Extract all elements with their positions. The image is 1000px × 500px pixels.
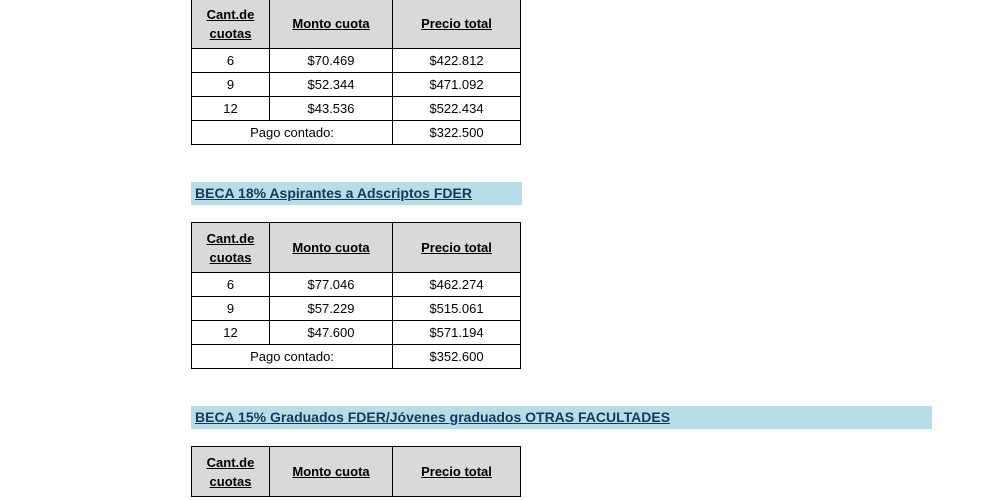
header-precio-total: Precio total xyxy=(393,223,521,273)
table-row xyxy=(192,321,521,345)
table-row xyxy=(192,97,521,121)
cell-monto: $47.600 xyxy=(270,321,393,345)
section-title-beca-15: BECA 15% Graduados FDER/Jóvenes graduados OTRAS FACULTADES xyxy=(191,406,932,429)
header-cant-cuotas: Cant.de cuotas xyxy=(192,0,270,49)
header-monto-cuota: Monto cuota xyxy=(270,223,393,273)
cell-monto: $52.344 xyxy=(270,73,393,97)
cell-cuotas: 6 xyxy=(192,273,270,297)
cell-cuotas: 9 xyxy=(192,297,270,321)
pricing-table-1 xyxy=(191,0,521,145)
cell-total: $522.434 xyxy=(393,97,521,121)
cell-monto: $43.536 xyxy=(270,97,393,121)
contado-label: Pago contado: xyxy=(192,345,393,369)
table-row xyxy=(192,49,521,73)
pricing-table-2 xyxy=(191,222,521,369)
header-cant-cuotas: Cant.de cuotas xyxy=(192,223,270,273)
contado-label: Pago contado: xyxy=(192,121,393,145)
cell-cuotas: 12 xyxy=(192,321,270,345)
cell-monto: $57.229 xyxy=(270,297,393,321)
table-row xyxy=(192,297,521,321)
contado-value: $352.600 xyxy=(393,345,521,369)
pricing-table-3 xyxy=(191,446,521,497)
contado-row xyxy=(192,345,521,369)
section-title-beca-18: BECA 18% Aspirantes a Adscriptos FDER xyxy=(191,182,522,205)
cell-total: $471.092 xyxy=(393,73,521,97)
header-precio-total: Precio total xyxy=(393,447,521,497)
cell-monto: $77.046 xyxy=(270,273,393,297)
table-row xyxy=(192,73,521,97)
cell-monto: $70.469 xyxy=(270,49,393,73)
header-monto-cuota: Monto cuota xyxy=(270,0,393,49)
table-header-row xyxy=(192,447,521,497)
cell-cuotas: 9 xyxy=(192,73,270,97)
table-header-row xyxy=(192,0,521,49)
cell-cuotas: 6 xyxy=(192,49,270,73)
contado-row xyxy=(192,121,521,145)
header-monto-cuota: Monto cuota xyxy=(270,447,393,497)
header-precio-total: Precio total xyxy=(393,0,521,49)
table-header-row xyxy=(192,223,521,273)
cell-total: $422.812 xyxy=(393,49,521,73)
cell-total: $571.194 xyxy=(393,321,521,345)
cell-cuotas: 12 xyxy=(192,97,270,121)
cell-total: $462.274 xyxy=(393,273,521,297)
header-cant-cuotas: Cant.de cuotas xyxy=(192,447,270,497)
table-row xyxy=(192,273,521,297)
cell-total: $515.061 xyxy=(393,297,521,321)
contado-value: $322.500 xyxy=(393,121,521,145)
